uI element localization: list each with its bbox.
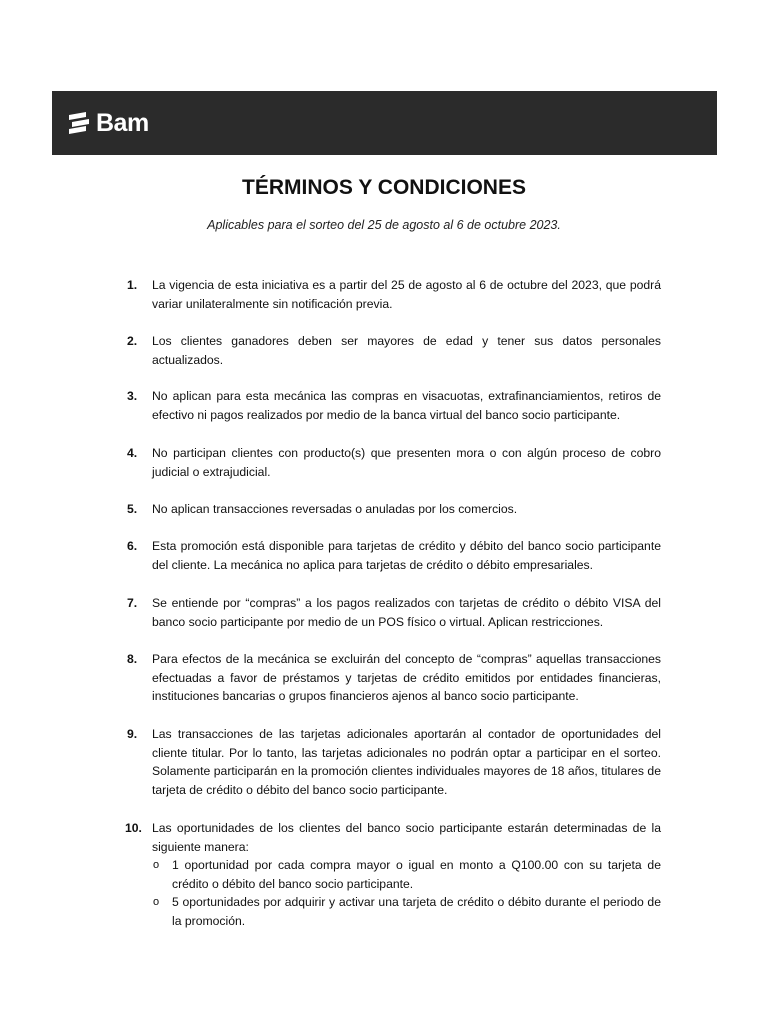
term-text: Las oportunidades de los clientes del banco socio participante estarán determinadas de la siguiente manera:	[152, 821, 661, 854]
term-item	[127, 500, 661, 519]
term-text: La vigencia de esta iniciativa es a partir del 25 de agosto al 6 de octubre del 2023, que podrá variar unilateralmente sin notificación previa.	[152, 278, 661, 311]
term-item	[127, 537, 661, 574]
term-number: 7.	[127, 596, 138, 610]
bullet-marker: o	[153, 896, 160, 908]
term-text: No participan clientes con producto(s) que presenten mora o con algún proceso de cobro judicial o extrajudicial.	[152, 446, 661, 479]
term-subitem	[152, 893, 661, 930]
term-item	[127, 387, 661, 424]
term-number: 10.	[125, 821, 142, 835]
term-item	[127, 332, 661, 369]
term-text: Los clientes ganadores deben ser mayores de edad y tener sus datos personales actualizados.	[152, 334, 661, 367]
term-item	[127, 725, 661, 799]
term-text: Las transacciones de las tarjetas adicionales aportarán al contador de oportunidades del cliente titular. Por lo tanto, las tarjetas adicionales no podrán optar a participar en el sorteo. Solamente participarán en la promoción clientes individuales mayores de 18 años, titulares de tarjeta de crédito o débito del banco socio participante.	[152, 727, 661, 797]
term-item	[127, 594, 661, 631]
bam-logo-icon	[66, 111, 92, 135]
term-number: 5.	[127, 502, 138, 516]
page-subtitle: Aplicables para el sorteo del 25 de agosto al 6 de octubre 2023.	[207, 218, 561, 232]
term-subitem-text: 1 oportunidad por cada compra mayor o igual en monto a Q100.00 con su tarjeta de crédito o débito del banco socio participante.	[172, 858, 661, 891]
term-subitem-text: 5 oportunidades por adquirir y activar una tarjeta de crédito o débito durante el periodo de la promoción.	[172, 895, 661, 928]
term-text: No aplican transacciones reversadas o anuladas por los comercios.	[152, 502, 518, 516]
brand-header	[52, 91, 717, 155]
term-number: 4.	[127, 446, 138, 460]
term-text: Esta promoción está disponible para tarjetas de crédito y débito del banco socio participante del cliente. La mecánica no aplica para tarjetas de crédito o débito empresariales.	[152, 539, 661, 572]
term-number: 2.	[127, 334, 138, 348]
bam-logo[interactable]	[66, 111, 149, 135]
term-number: 8.	[127, 652, 138, 666]
page-title: TÉRMINOS Y CONDICIONES	[242, 176, 526, 199]
term-text: Para efectos de la mecánica se excluirán del concepto de “compras” aquellas transacciones efectuadas a favor de préstamos y tarjetas de crédito emitidos por entidades financieras, instituciones bancarias o grupos financieros ajenos al banco socio participante.	[152, 652, 661, 703]
term-sublist	[152, 856, 661, 930]
term-text: Se entiende por “compras” a los pagos realizados con tarjetas de crédito o débito VISA del banco socio participante por medio de un POS físico o virtual. Aplican restricciones.	[152, 596, 661, 629]
term-item	[127, 819, 661, 930]
term-item	[127, 276, 661, 313]
term-item	[127, 650, 661, 706]
term-number: 6.	[127, 539, 138, 553]
term-number: 9.	[127, 727, 138, 741]
term-item	[127, 444, 661, 481]
bullet-marker: o	[153, 859, 160, 871]
term-number: 3.	[127, 389, 138, 403]
term-subitem	[152, 856, 661, 893]
term-text: No aplican para esta mecánica las compras en visacuotas, extrafinanciamientos, retiros de efectivo ni pagos realizados por medio de la banca virtual del banco socio participante.	[152, 389, 661, 422]
brand-name: Bam	[96, 109, 149, 137]
term-number: 1.	[127, 278, 138, 292]
